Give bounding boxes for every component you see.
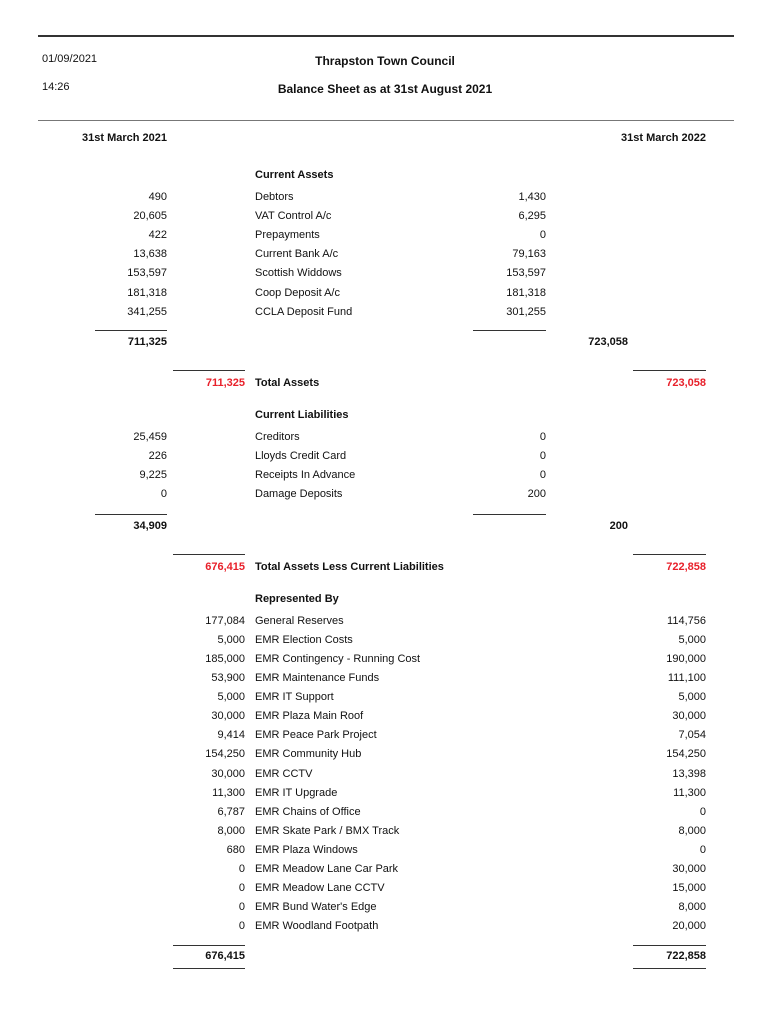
row-current-value: 0 [699,805,706,818]
net-assets-current: 722,858 [666,561,706,573]
row-prior-value: 0 [160,488,167,501]
row-prior-value: 490 [148,191,167,203]
liabilities-current-underline [473,514,546,515]
row-current-value: 79,163 [512,248,546,261]
row-prior-value: 53,900 [211,672,245,685]
row-prior-value: 185,000 [205,653,245,666]
current-liabilities-heading: Current Liabilities [255,409,349,421]
row-label: Damage Deposits [255,488,343,501]
row-label: EMR Community Hub [255,748,362,761]
row-current-value: 5,000 [678,691,706,704]
report-date: 01/09/2021 [42,53,98,65]
row-prior-value: 9,414 [217,729,245,742]
row-current-value: 190,000 [666,653,706,666]
row-current-value: 0 [699,843,706,856]
row-label: EMR Meadow Lane Car Park [255,862,399,875]
row-current-value: 15,000 [672,881,706,894]
net-assets-prior-rule [173,554,245,555]
row-prior-value: 341,255 [127,305,167,318]
reserves-current-double-rule [633,968,706,969]
row-label: EMR Contingency - Running Cost [255,653,421,666]
total-assets-prior-rule [173,370,245,371]
liabilities-prior-underline [95,514,167,515]
reserves-prior-rule [173,945,245,946]
row-current-value: 20,000 [672,920,706,933]
row-current-value: 5,000 [678,634,706,647]
row-current-value: 111,100 [667,672,706,685]
row-prior-value: 5,000 [217,691,245,704]
row-label: Coop Deposit A/c [255,286,340,299]
report-title: Balance Sheet as at 31st August 2021 [277,82,493,96]
assets-prior-underline [95,330,167,331]
row-prior-value: 181,318 [127,286,167,299]
row-current-value: 8,000 [678,901,706,914]
row-label: Receipts In Advance [255,469,356,482]
represented-by-heading: Represented By [255,593,339,605]
row-prior-value: 0 [238,920,245,933]
row-label: VAT Control A/c [255,210,332,223]
row-prior-value: 11,300 [212,786,245,799]
row-label: General Reserves [255,615,344,627]
report-time: 14:26 [42,81,70,93]
row-current-value: 1,430 [518,191,546,203]
column-header-current: 31st March 2022 [621,132,706,144]
total-assets-prior: 711,325 [205,377,245,389]
row-label: Prepayments [255,229,320,242]
row-current-value: 181,318 [506,286,546,299]
row-prior-value: 177,084 [205,615,245,627]
row-current-value: 0 [539,229,546,242]
row-current-value: 153,597 [506,267,546,280]
row-current-value: 30,000 [672,710,706,723]
row-current-value: 114,756 [667,615,706,627]
row-label: EMR Maintenance Funds [255,672,380,685]
total-assets-label: Total Assets [255,377,320,389]
row-prior-value: 30,000 [211,767,245,780]
row-current-value: 0 [539,431,546,443]
row-prior-value: 9,225 [139,469,167,482]
row-prior-value: 0 [238,881,245,894]
row-label: Current Bank A/c [255,248,339,261]
row-prior-value: 20,605 [133,210,167,223]
reserves-total-prior: 676,415 [205,950,245,962]
row-prior-value: 422 [148,229,167,242]
row-current-value: 200 [527,488,546,501]
row-label: EMR Plaza Windows [255,843,358,856]
row-label: EMR CCTV [255,767,313,780]
liabilities-subtotal-prior: 34,909 [133,520,167,532]
top-rule [38,35,734,37]
row-prior-value: 680 [226,843,245,856]
row-label: EMR Plaza Main Roof [255,710,364,723]
row-prior-value: 30,000 [211,710,245,723]
net-assets-label: Total Assets Less Current Liabilities [255,561,444,573]
row-current-value: 0 [539,469,546,482]
liabilities-subtotal-current: 200 [609,520,628,532]
row-label: Scottish Widdows [255,267,342,280]
row-current-value: 301,255 [506,305,546,318]
row-prior-value: 13,638 [133,248,167,261]
total-assets-current-rule [633,370,706,371]
row-label: EMR Woodland Footpath [255,920,379,933]
reserves-current-rule [633,945,706,946]
row-prior-value: 153,597 [127,267,167,280]
row-prior-value: 6,787 [217,805,245,818]
row-current-value: 11,300 [673,786,706,799]
council-name: Thrapston Town Council [315,54,455,68]
row-label: EMR Election Costs [255,634,353,647]
row-current-value: 6,295 [518,210,546,223]
net-assets-prior: 676,415 [205,561,245,573]
reserves-prior-double-rule [173,968,245,969]
header-rule [38,120,734,121]
row-prior-value: 25,459 [133,431,167,443]
row-prior-value: 5,000 [217,634,245,647]
row-label: EMR IT Upgrade [255,786,338,799]
row-label: EMR IT Support [255,691,334,704]
assets-current-underline [473,330,546,331]
row-prior-value: 0 [238,901,245,914]
column-header-prior: 31st March 2021 [82,132,167,144]
row-prior-value: 154,250 [205,748,245,761]
assets-subtotal-current: 723,058 [588,336,628,348]
reserves-total-current: 722,858 [666,950,706,962]
row-current-value: 0 [539,450,546,463]
row-label: EMR Bund Water's Edge [255,901,377,914]
row-current-value: 8,000 [678,824,706,837]
row-current-value: 30,000 [672,862,706,875]
row-label: EMR Chains of Office [255,805,361,818]
total-assets-current: 723,058 [666,377,706,389]
row-label: Debtors [255,191,294,203]
current-assets-heading: Current Assets [255,169,334,181]
row-label: EMR Meadow Lane CCTV [255,881,385,894]
row-label: Creditors [255,431,300,443]
row-label: Lloyds Credit Card [255,450,347,463]
row-current-value: 13,398 [672,767,706,780]
row-label: CCLA Deposit Fund [255,305,353,318]
net-assets-current-rule [633,554,706,555]
row-current-value: 154,250 [666,748,706,761]
row-prior-value: 8,000 [217,824,245,837]
assets-subtotal-prior: 711,325 [127,336,167,348]
row-prior-value: 0 [238,862,245,875]
row-label: EMR Skate Park / BMX Track [255,824,400,837]
row-prior-value: 226 [148,450,167,463]
row-label: EMR Peace Park Project [255,729,377,742]
row-current-value: 7,054 [678,729,706,742]
